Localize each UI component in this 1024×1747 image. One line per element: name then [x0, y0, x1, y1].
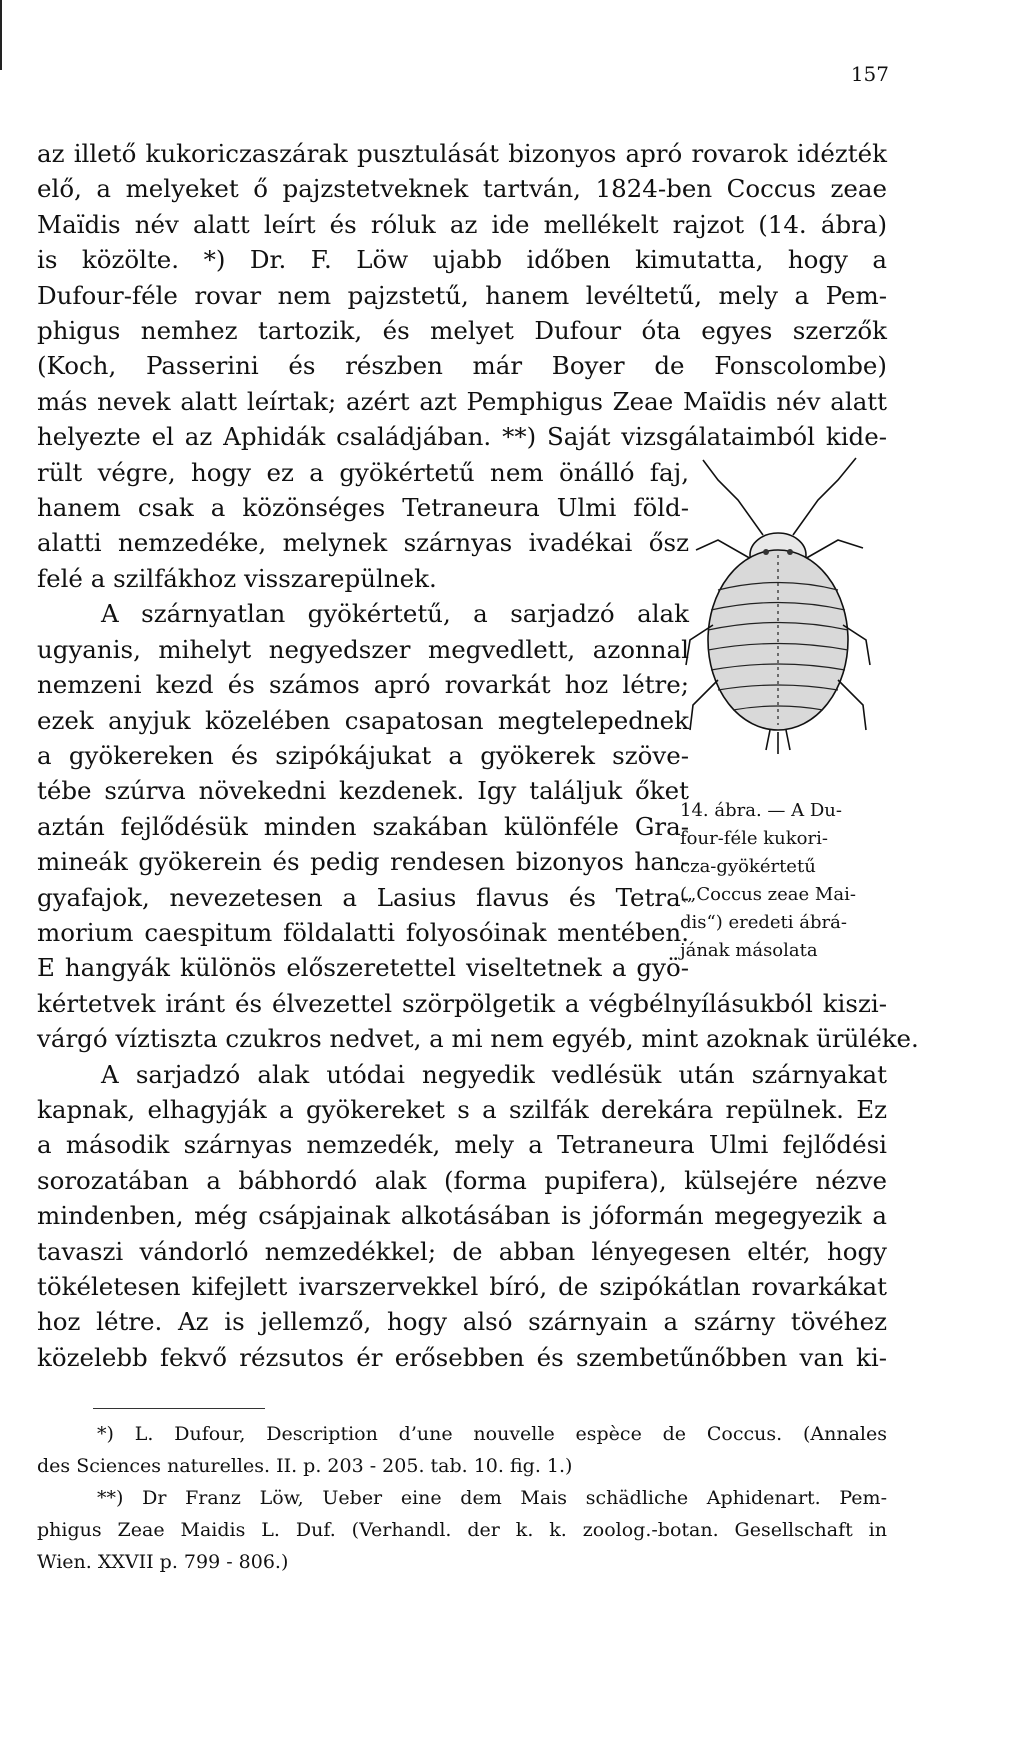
text-line: más nevek alatt leírtak; azért azt Pemphigus Zeae Maïdis név alatt [37, 386, 887, 416]
footnote-separator [93, 1408, 265, 1409]
text-line: tavaszi vándorló nemzedékkel; de abban lényegesen eltér, hogy [37, 1236, 887, 1266]
aphid-drawing [678, 440, 878, 785]
caption-line: cza-gyökértetű [680, 856, 816, 877]
text-line: tébe szúrva növekedni kezdenek. Igy találjuk őket [37, 776, 689, 806]
text-line: phigus nemhez tartozik, és melyet Dufour óta egyes szerzők [37, 316, 887, 346]
text-line: gyafajok, nevezetesen a Lasius flavus és Tetra- [37, 882, 689, 912]
caption-line: dis“) eredeti ábrá- [680, 912, 847, 933]
text-line: Maïdis név alatt leírt és róluk az ide mellékelt rajzot (14. ábra) [37, 209, 887, 239]
text-line: aztán fejlődésük minden szakában különféle Gra- [37, 811, 689, 841]
footnote-line: *) L. Dufour, Description d’une nouvelle espèce de Coccus. (Annales [97, 1423, 887, 1445]
text-line: hoz létre. Az is jellemző, hogy alsó szárnyain a szárny tövéhez [37, 1307, 887, 1337]
caption-line: jának másolata [680, 940, 818, 961]
text-line: az illető kukoriczaszárak pusztulását bizonyos apró rovarok idézték [37, 139, 887, 168]
caption-line: four-féle kukori- [680, 828, 828, 849]
text-line: rült végre, hogy ez a gyökértetű nem önálló faj, [37, 457, 689, 487]
text-line: hanem csak a közönséges Tetraneura Ulmi föld- [37, 493, 689, 523]
text-line: nemzeni kezd és számos apró rovarkát hoz létre; [37, 670, 689, 700]
footnote-line: Wien. XXVII p. 799 - 806.) [37, 1551, 289, 1573]
footnotes [37, 1418, 887, 1578]
text-line: várgó víztiszta czukros nedvet, a mi nem egyéb, mint azoknak ürüléke. [37, 1024, 919, 1054]
text-line: kértetvek iránt és élvezettel szörpölgetik a végbélnyílásukból kiszi- [37, 988, 887, 1018]
footnote-line: des Sciences naturelles. II. p. 203 - 205. tab. 10. fig. 1.) [37, 1455, 573, 1477]
text-line: helyezte el az Aphidák családjában. **) Saját vizsgálataimból kide- [37, 422, 887, 452]
text-line: a második szárnyas nemzedék, mely a Tetraneura Ulmi fejlődési [37, 1130, 887, 1160]
text-line: ezek anyjuk közelében csapatosan megtelepednek [37, 705, 689, 735]
page-edge-rule [0, 0, 2, 70]
text-line: (Koch, Passerini és részben már Boyer de Fonscolombe) [37, 351, 887, 381]
text-line: E hangyák különös előszeretettel viseltetnek a gyö- [37, 953, 689, 983]
page-number: 157 [850, 62, 889, 86]
text-line: elő, a melyeket ő pajzstetveknek tartván, 1824-ben Coccus zeae [37, 174, 887, 204]
text-line: felé a szilfákhoz visszarepülnek. [37, 563, 437, 593]
caption-line: („Coccus zeae Mai- [680, 884, 856, 905]
text-line: tökéletesen kifejlett ivarszervekkel bíró, de szipókátlan rovarkákat [37, 1272, 887, 1301]
footnote-line: phigus Zeae Maidis L. Duf. (Verhandl. der k. k. zoolog.-botan. Gesellschaft in [37, 1519, 887, 1541]
text-line: a gyökereken és szipókájukat a gyökerek szöve- [37, 740, 689, 770]
text-line: közelebb fekvő rézsutos ér erősebben és szembetűnőbben van ki- [37, 1342, 887, 1372]
root-aphid-illustration [678, 440, 878, 785]
text-line: A sarjadzó alak utódai negyedik vedlésük után szárnyakat [101, 1059, 887, 1089]
text-line: mindenben, még csápjainak alkotásában is jóformán megegyezik a [37, 1201, 887, 1231]
text-line: ugyanis, mihelyt negyedszer megvedlett, azonnal [37, 634, 689, 664]
text-line: mineák gyökerein és pedig rendesen bizonyos han- [37, 847, 689, 877]
caption-line: 14. ábra. — A Du- [680, 800, 842, 821]
text-line: A szárnyatlan gyökértetű, a sarjadzó alak [101, 599, 689, 629]
text-line: kapnak, elhagyják a gyökereket s a szilfák derekára repülnek. Ez [37, 1094, 887, 1124]
text-line: alatti nemzedéke, melynek szárnyas ivadékai ősz [37, 528, 689, 558]
footnote-line: **) Dr Franz Löw, Ueber eine dem Mais schädliche Aphidenart. Pem- [97, 1487, 887, 1509]
text-line: morium caespitum földalatti folyosóinak mentében. [37, 917, 689, 947]
figure-caption [680, 797, 895, 965]
text-line: sorozatában a bábhordó alak (forma pupifera), külsejére nézve [37, 1165, 887, 1195]
text-line: is közölte. *) Dr. F. Löw ujabb időben kimutatta, hogy a [37, 245, 887, 275]
text-line: Dufour-féle rovar nem pajzstetű, hanem levéltetű, mely a Pem- [37, 280, 887, 310]
